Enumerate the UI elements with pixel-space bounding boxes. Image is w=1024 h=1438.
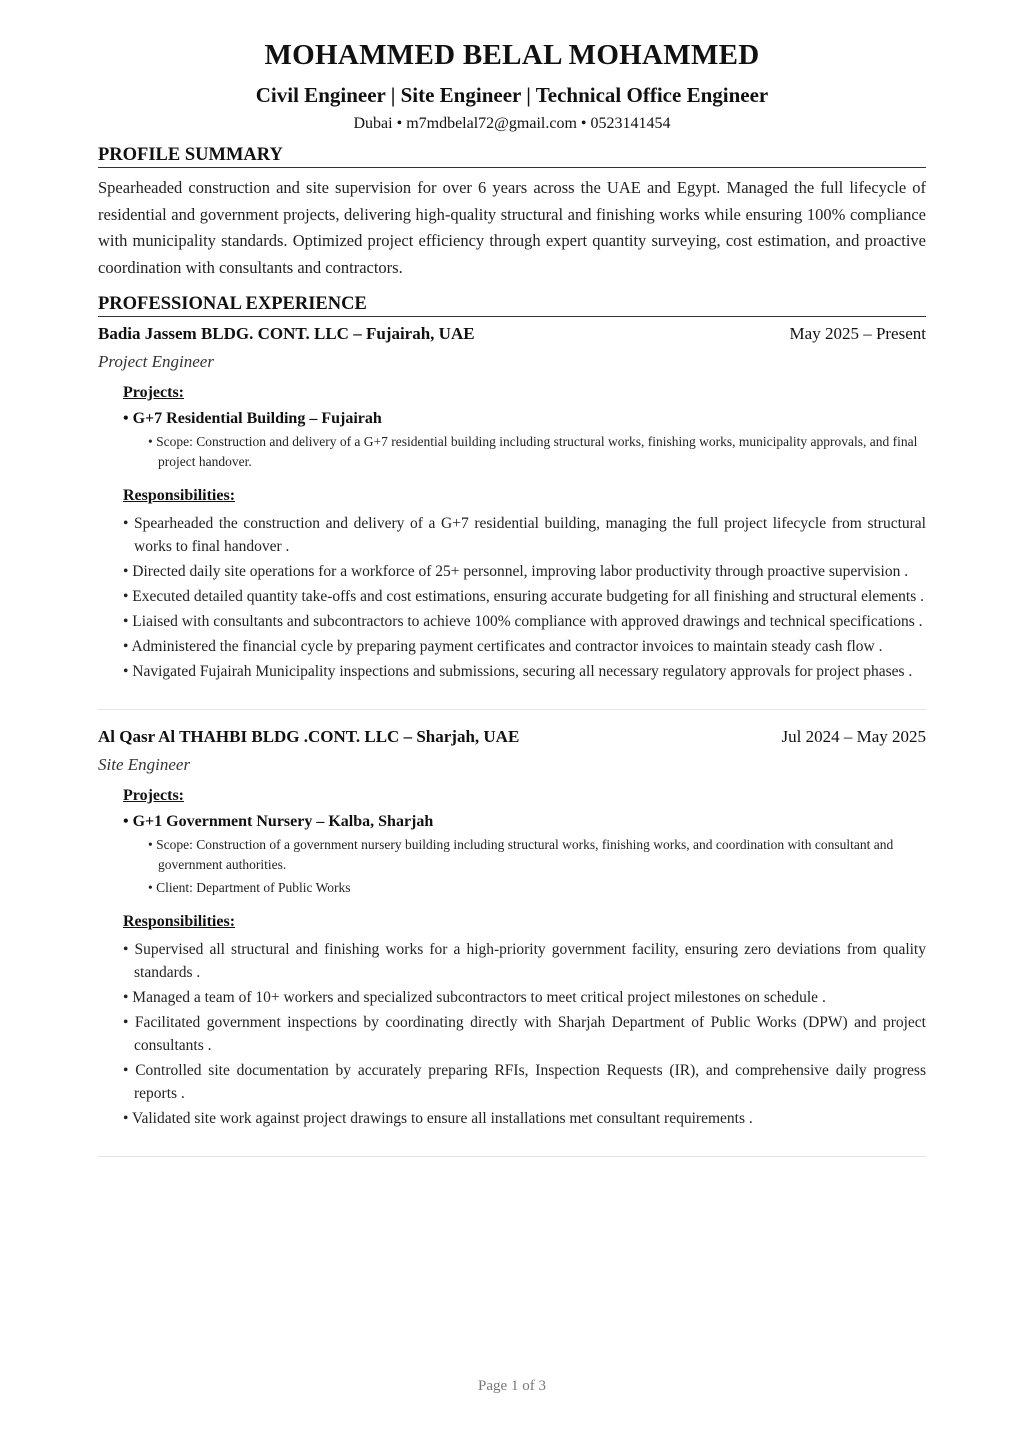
responsibility-item: • Facilitated government inspections by coordinating directly with Sharjah Department of Public Works (DPW) and project consultants . (123, 1014, 926, 1054)
responsibilities-label: Responsibilities: (123, 487, 236, 504)
responsibility-item: • Executed detailed quantity take-offs and cost estimations, ensuring accurate budgeting for all finishing and structural elements . (123, 588, 924, 605)
company-name: Al Qasr Al THAHBI BLDG .CONT. LLC – Sharjah, UAE (98, 727, 520, 746)
responsibility-item: • Managed a team of 10+ workers and specialized subcontractors to meet critical project milestones on schedule . (123, 989, 826, 1006)
responsibility-item: • Navigated Fujairah Municipality inspections and submissions, securing all necessary regulatory approvals for project phases . (123, 663, 913, 680)
job-header (98, 726, 926, 748)
job-dates: May 2025 – Present (789, 324, 926, 343)
project-detail: • Scope: Construction and delivery of a G+7 residential building including structural works, finishing works, municipality approvals, and final project handover. (148, 434, 918, 469)
page-number: Page 1 of 3 (478, 1378, 546, 1394)
section-heading-summary: PROFILE SUMMARY (98, 144, 926, 168)
responsibility-item: • Validated site work against project drawings to ensure all installations met consultant requirements . (123, 1110, 753, 1127)
section-divider (98, 709, 926, 710)
project-detail: • Scope: Construction of a government nursery building including structural works, finishing works, and coordination with consultant and government authorities. (148, 837, 894, 872)
experience-list (98, 323, 926, 1157)
responsibility-item: • Liaised with consultants and subcontractors to achieve 100% compliance with approved drawings and technical specifications . (123, 613, 923, 630)
job-role: Project Engineer (98, 352, 214, 371)
responsibility-item: • Directed daily site operations for a workforce of 25+ personnel, improving labor productivity through proactive supervision . (123, 563, 909, 580)
projects-label: Projects: (123, 787, 184, 804)
project-name: • G+7 Residential Building – Fujairah (123, 410, 382, 427)
job-entry (98, 323, 926, 710)
responsibility-item: • Supervised all structural and finishing works for a high-priority government facility, ensuring zero deviations from quality standards . (123, 941, 926, 981)
project-name: • G+1 Government Nursery – Kalba, Sharjah (123, 813, 434, 830)
job-dates: Jul 2024 – May 2025 (781, 727, 926, 746)
contact-info: Dubai • m7mdbelal72@gmail.com • 0523141454 (353, 115, 671, 132)
resume-page (98, 36, 926, 1157)
job-entry (98, 726, 926, 1157)
candidate-name: MOHAMMED BELAL MOHAMMED (264, 39, 760, 71)
company-name: Badia Jassem BLDG. CONT. LLC – Fujairah, UAE (98, 324, 475, 343)
job-header (98, 323, 926, 345)
responsibility-item: • Spearheaded the construction and delivery of a G+7 residential building, managing the full project lifecycle from structural works to final handover . (123, 515, 926, 555)
section-divider (98, 1156, 926, 1157)
section-heading-experience: PROFESSIONAL EXPERIENCE (98, 293, 926, 317)
projects-label: Projects: (123, 384, 184, 401)
responsibility-item: • Controlled site documentation by accurately preparing RFIs, Inspection Requests (IR), and comprehensive daily progress reports . (123, 1062, 926, 1102)
profile-summary: Spearheaded construction and site supervision for over 6 years across the UAE and Egypt. Managed the full lifecycle of residential and government projects, delivering high-quality structural and finishing works while ensuring 100% compliance with municipality standards. Optimized project efficiency through expert quantity surveying, cost estimation, and proactive coordination with consultants and contractors. (98, 178, 926, 277)
responsibility-item: • Administered the financial cycle by preparing payment certificates and contractor invoices to maintain steady cash flow . (123, 638, 883, 655)
responsibilities-list (123, 938, 926, 1130)
responsibilities-list (123, 512, 926, 683)
project-detail: • Client: Department of Public Works (148, 880, 351, 895)
responsibilities-label: Responsibilities: (123, 913, 236, 930)
candidate-title: Civil Engineer | Site Engineer | Technical Office Engineer (255, 83, 769, 107)
job-role: Site Engineer (98, 755, 191, 774)
